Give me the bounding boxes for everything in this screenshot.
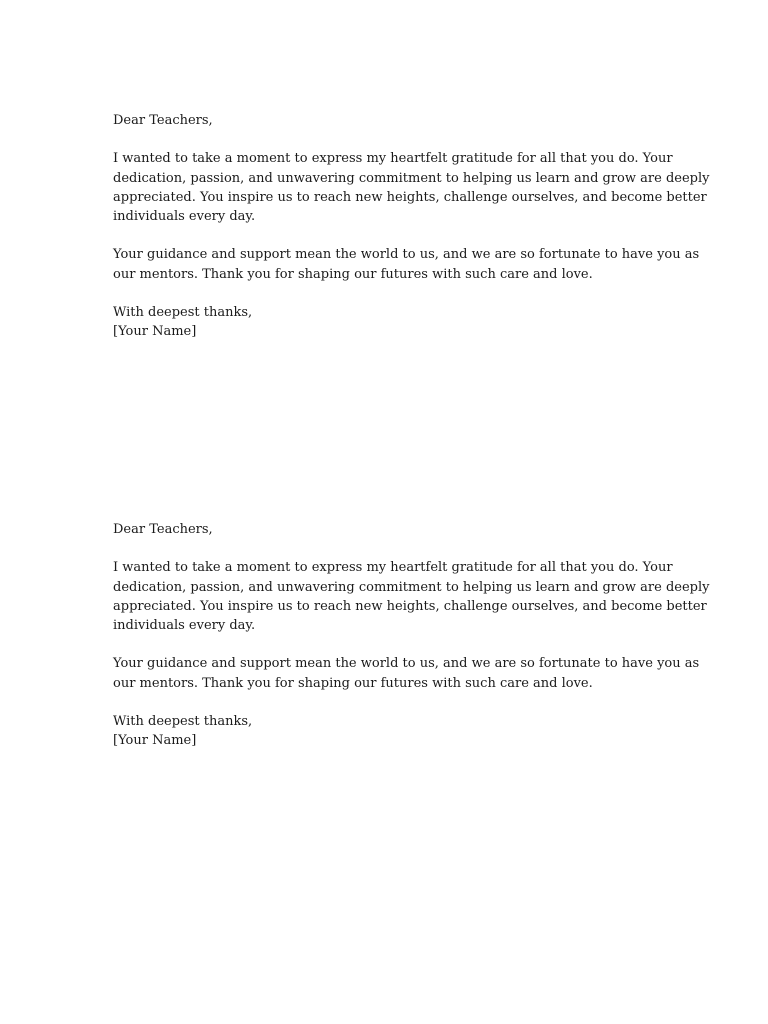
paragraph-line: individuals every day. [113, 209, 256, 224]
salutation-text: Dear Teachers, [113, 113, 213, 128]
paragraph-line: appreciated. You inspire us to reach new heights, challenge ourselves, and become better [113, 598, 707, 614]
salutation [113, 520, 658, 539]
body-paragraph-1 [113, 149, 710, 226]
paragraph-line: individuals every day. [113, 618, 256, 633]
salutation [113, 111, 658, 130]
paragraph-line: I wanted to take a moment to express my heartfelt gratitude for all that you do. Your [113, 560, 673, 576]
signature-placeholder: [Your Name] [113, 733, 197, 749]
closing-text: With deepest thanks, [113, 304, 253, 320]
letter [113, 111, 710, 341]
closing-block [113, 712, 658, 750]
body-paragraph-2 [113, 654, 700, 692]
paragraph-line: Your guidance and support mean the world to us, and we are so fortunate to have you as [113, 247, 700, 263]
letter [113, 520, 710, 750]
paragraph-line: Your guidance and support mean the world to us, and we are so fortunate to have you as [113, 656, 700, 672]
signature-placeholder: [Your Name] [113, 324, 197, 340]
closing-block [113, 303, 658, 341]
closing-text: With deepest thanks, [113, 713, 253, 729]
paragraph-line: dedication, passion, and unwavering commitment to helping us learn and grow are deeply [113, 579, 710, 595]
paragraph-line: I wanted to take a moment to express my heartfelt gratitude for all that you do. Your [113, 151, 673, 167]
body-paragraph-1 [113, 558, 710, 635]
salutation-text: Dear Teachers, [113, 522, 213, 537]
paragraph-line: dedication, passion, and unwavering commitment to helping us learn and grow are deeply [113, 170, 710, 186]
paragraph-line: appreciated. You inspire us to reach new heights, challenge ourselves, and become better [113, 189, 707, 205]
paragraph-line: our mentors. Thank you for shaping our futures with such care and love. [113, 675, 593, 691]
paragraph-line: our mentors. Thank you for shaping our futures with such care and love. [113, 266, 593, 282]
body-paragraph-2 [113, 245, 700, 283]
